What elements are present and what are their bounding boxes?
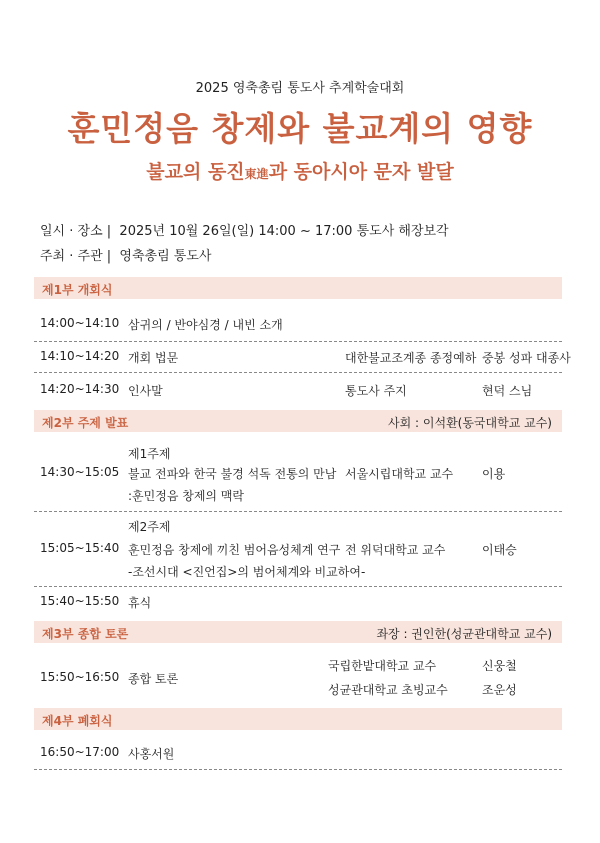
row-person: 이용 <box>482 467 506 481</box>
row-content: 종합 토론 <box>128 672 179 686</box>
page-subtitle <box>0 157 600 184</box>
event-name: 2025 영축총림 통도사 추계학술대회 <box>195 81 405 96</box>
section-discussion <box>34 621 562 643</box>
info-host <box>40 245 211 264</box>
divider <box>34 341 562 342</box>
datetime-value: 2025년 10월 26일(일) 14:00 ~ 17:00 통도사 해장보각 <box>119 224 449 239</box>
section-title: 제2부 주제 발표 <box>42 416 129 430</box>
host-label: 주최 · 주관 | <box>40 249 112 264</box>
divider <box>34 372 562 373</box>
section-title: 제4부 폐회식 <box>42 714 113 728</box>
divider <box>34 586 562 587</box>
row-person: 현덕 스님 <box>482 384 533 398</box>
page-title: 훈민정음 창제와 불교계의 영향 <box>67 109 533 148</box>
row-person: 조운성 <box>482 683 517 697</box>
section-title: 제3부 종합 토론 <box>42 627 129 641</box>
subtitle-hanja: 東進 <box>244 167 269 181</box>
row-time: 15:05~15:40 <box>40 541 120 555</box>
host-value: 영축총림 통도사 <box>119 249 212 264</box>
row-affiliation: 통도사 주지 <box>345 384 407 398</box>
row-affiliation: 전 위덕대학교 교수 <box>345 543 446 557</box>
row-time: 14:10~14:20 <box>40 349 120 363</box>
row-affiliation: 성균관대학교 초빙교수 <box>328 683 448 697</box>
info-datetime <box>40 220 449 239</box>
row-time: 15:40~15:50 <box>40 594 120 608</box>
row-affiliation: 대한불교조계종 종정예하 <box>345 351 477 365</box>
topic-number: 제1주제 <box>128 447 171 461</box>
topic-subtitle: :훈민정음 창제의 맥락 <box>128 489 245 503</box>
section-title: 제1부 개회식 <box>42 283 113 297</box>
row-content: 휴식 <box>128 596 152 610</box>
topic-number: 제2주제 <box>128 520 171 534</box>
subtitle-end: 과 동아시아 문자 발달 <box>268 161 454 183</box>
section-opening <box>34 277 562 299</box>
row-person: 중봉 성파 대종사 <box>482 351 571 365</box>
datetime-label: 일시 · 장소 | <box>40 224 112 239</box>
topic-title: 훈민정음 창제에 끼친 범어음성체계 연구 <box>128 543 341 557</box>
subtitle-main: 불교의 동진 <box>146 161 245 183</box>
divider <box>34 511 562 512</box>
topic-title: 불교 전파와 한국 불경 석독 전통의 만남 <box>128 467 337 481</box>
topic-subtitle: -조선시대 <진언집>의 범어체계와 비교하여- <box>128 565 366 579</box>
section-presentations <box>34 410 562 432</box>
row-content: 사홍서원 <box>128 747 175 761</box>
row-affiliation: 서울시립대학교 교수 <box>345 467 454 481</box>
section-moderator: 사회 : 이석환(동국대학교 교수) <box>388 416 552 430</box>
divider <box>34 769 562 770</box>
section-closing <box>34 708 562 730</box>
row-time: 16:50~17:00 <box>40 745 120 759</box>
row-time: 14:00~14:10 <box>40 316 120 330</box>
row-content: 개회 법문 <box>128 351 179 365</box>
section-chair: 좌장 : 권인한(성균관대학교 교수) <box>376 627 552 641</box>
row-person: 신웅철 <box>482 659 517 673</box>
row-content: 삼귀의 / 반야심경 / 내빈 소개 <box>128 318 283 332</box>
row-content: 인사말 <box>128 384 163 398</box>
row-time: 14:20~14:30 <box>40 382 120 396</box>
row-affiliation: 국립한밭대학교 교수 <box>328 659 437 673</box>
row-time: 15:50~16:50 <box>40 670 120 684</box>
row-time: 14:30~15:05 <box>40 465 120 479</box>
row-person: 이태승 <box>482 543 517 557</box>
